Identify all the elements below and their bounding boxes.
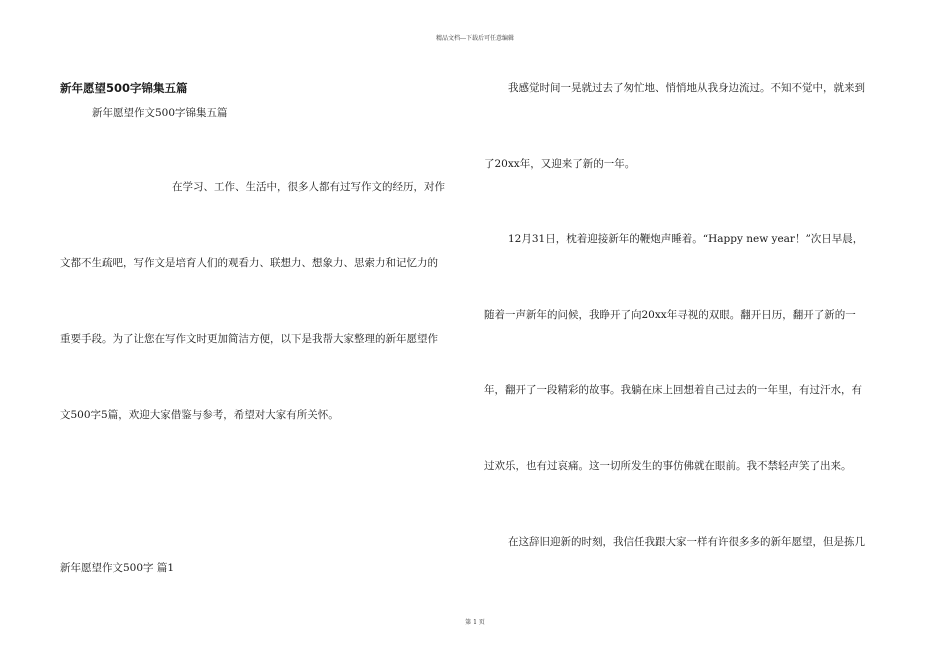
paragraph-line: 在学习、工作、生活中，很多人都有过写作文的经历，对作 [172, 181, 445, 193]
paragraph-line: 过欢乐，也有过哀痛。这一切所发生的事仿佛就在眼前。我不禁轻声笑了出来。 [484, 460, 852, 472]
paragraph-line: 文都不生疏吧，写作文是培育人们的观看力、联想力、想象力、思索力和记忆力的 [60, 257, 438, 269]
paragraph-line: 12月31日，枕着迎接新年的鞭炮声睡着。“Happy new year！”次日早晨， [508, 233, 864, 245]
paragraph-line: 在这辞旧迎新的时刻，我信任我跟大家一样有许很多多的新年愿望，但是拣几 [508, 536, 865, 548]
document-title: 新年愿望500字锦集五篇 [60, 81, 188, 95]
page-footer: 第 1 页 [465, 619, 485, 626]
paragraph-line: 重要手段。为了让您在写作文时更加简洁方便，以下是我帮大家整理的新年愿望作 [60, 333, 438, 345]
section-heading: 新年愿望作文500字 篇1 [60, 562, 175, 574]
page-header: 精品文档---下载后可任意编辑 [435, 35, 515, 42]
document-subtitle: 新年愿望作文500字锦集五篇 [92, 107, 228, 119]
paragraph-line: 随着一声新年的问候，我睁开了向20xx年寻视的双眼。翻开日历，翻开了新的一 [484, 309, 856, 321]
paragraph-line: 年，翻开了一段精彩的故事。我躺在床上回想着自己过去的一年里，有过汗水，有 [484, 384, 862, 396]
paragraph-line: 文500字5篇，欢迎大家借鉴与参考，希望对大家有所关怀。 [60, 409, 339, 421]
paragraph-line: 我感觉时间一晃就过去了匆忙地、悄悄地从我身边流过。不知不觉中，就来到 [508, 82, 865, 94]
paragraph-line: 了20xx年，又迎来了新的一年。 [484, 158, 636, 170]
